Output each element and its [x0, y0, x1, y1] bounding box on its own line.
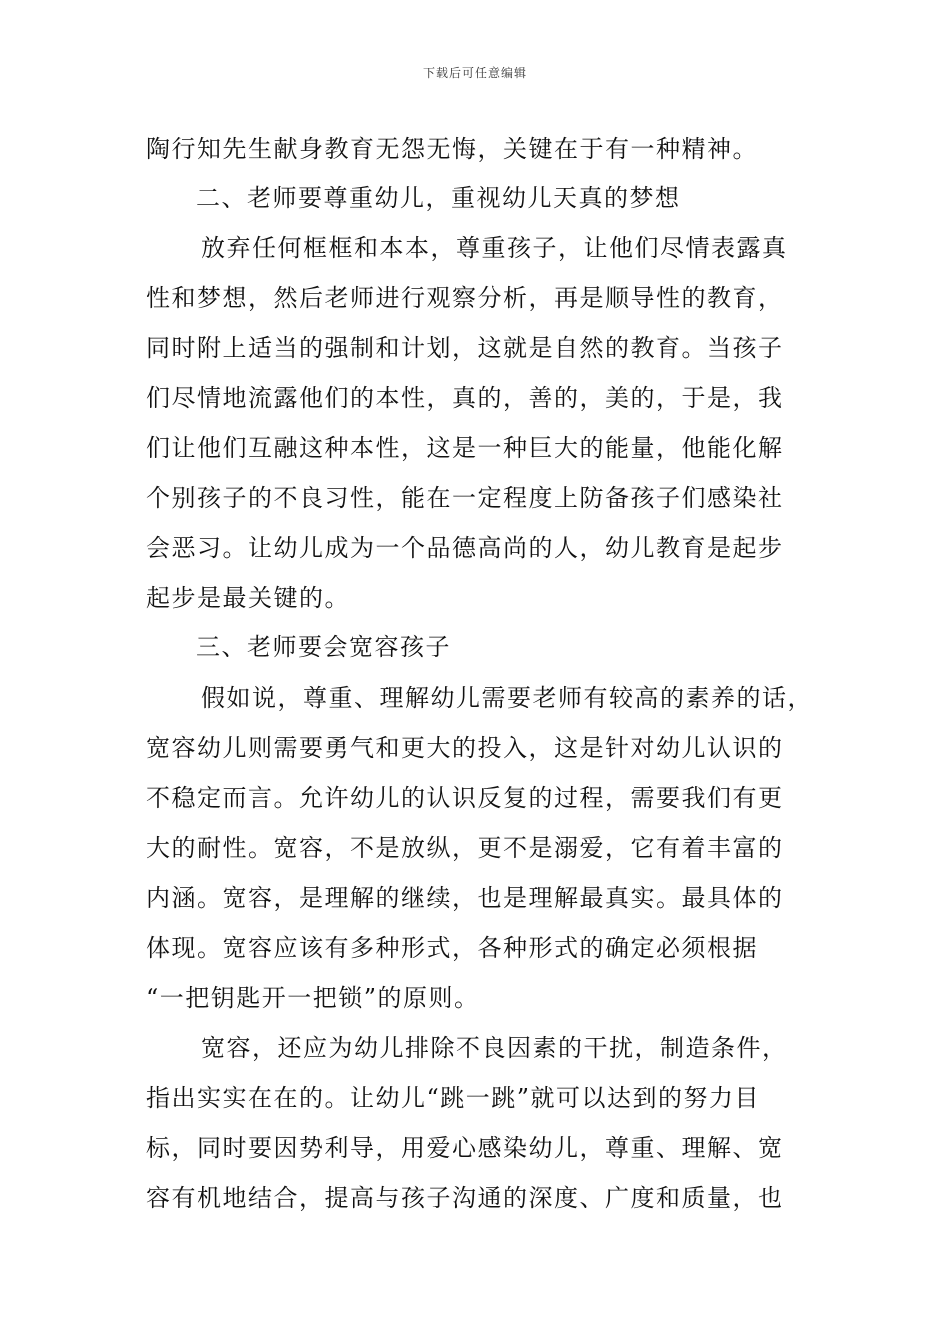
page-header: 下载后可任意编辑 — [422, 66, 527, 80]
text-line: “一把钥匙开一把锁”的原则。 — [146, 984, 480, 1012]
text-line: 大的耐性。宽容，不是放纵，更不是溺爱，它有着丰富的 — [146, 834, 784, 862]
text-line: 不稳定而言。允许幼儿的认识反复的过程，需要我们有更 — [146, 784, 784, 812]
text-line: 性和梦想，然后老师进行观察分析，再是顺导性的教育， — [146, 284, 784, 312]
text-line: 标，同时要因势利导，用爱心感染幼儿，尊重、理解、宽 — [146, 1134, 784, 1162]
text-line: 指出实实在在的。让幼儿“跳一跳”就可以达到的努力目 — [146, 1084, 761, 1112]
text-line: 起步是最关键的。 — [146, 584, 350, 612]
text-line: 宽容，还应为幼儿排除不良因素的干扰，制造条件， — [201, 1034, 788, 1062]
text-line: 个别孩子的不良习性，能在一定程度上防备孩子们感染社 — [146, 484, 784, 512]
text-line: 们尽情地流露他们的本性，真的，善的，美的，于是，我 — [146, 384, 784, 412]
text-line: 假如说，尊重、理解幼儿需要老师有较高的素养的话， — [201, 684, 813, 712]
text-line: 容有机地结合，提高与孩子沟通的深度、广度和质量，也 — [146, 1184, 784, 1212]
text-line: 同时附上适当的强制和计划，这就是自然的教育。当孩子 — [146, 334, 784, 362]
text-line: 会恶习。让幼儿成为一个品德高尚的人，幼儿教育是起步 — [146, 534, 784, 562]
text-line: 内涵。宽容，是理解的继续，也是理解最真实。最具体的 — [146, 884, 784, 912]
text-line: 们让他们互融这种本性，这是一种巨大的能量，他能化解 — [146, 434, 784, 462]
section-heading: 二、老师要尊重幼儿，重视幼儿天真的梦想 — [196, 184, 681, 212]
text-line: 放弃任何框框和本本，尊重孩子，让他们尽情表露真 — [201, 234, 788, 262]
text-line: 陶行知先生献身教育无怨无悔，关键在于有一种精神。 — [146, 135, 758, 163]
section-heading: 三、老师要会宽容孩子 — [196, 633, 451, 661]
text-line: 体现。宽容应该有多种形式，各种形式的确定必须根据 — [146, 934, 758, 962]
text-line: 宽容幼儿则需要勇气和更大的投入，这是针对幼儿认识的 — [146, 734, 784, 762]
